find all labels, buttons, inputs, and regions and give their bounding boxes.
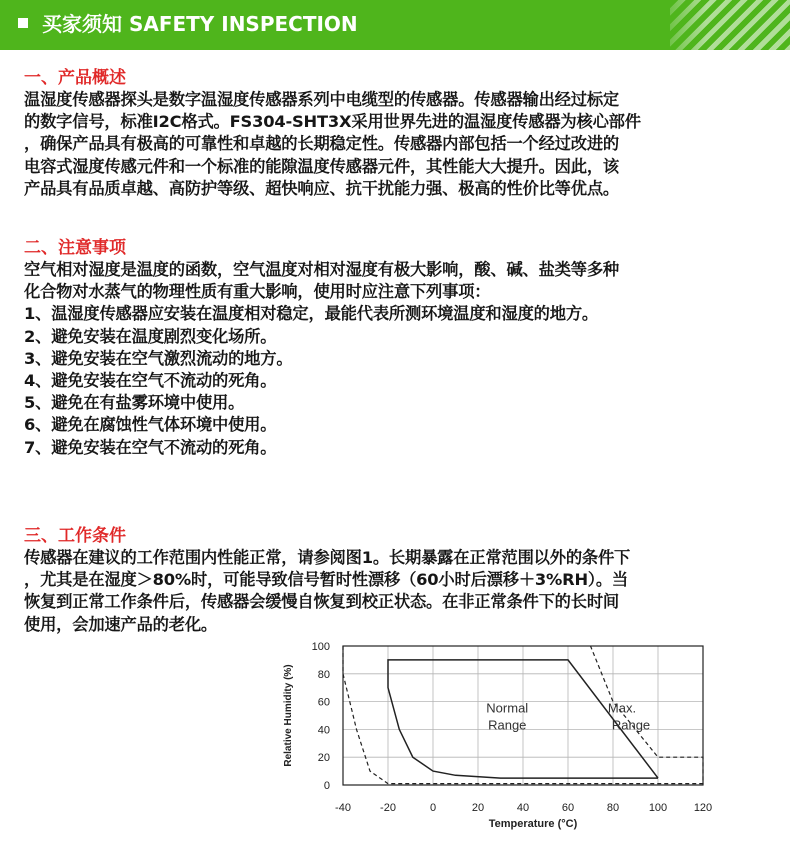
paragraph-line: 产品具有品质卓越、高防护等级、超快响应、抗干扰能力强、极高的性价比等优点。 [24, 178, 620, 198]
list-item: 4、避免安装在空气不流动的死角。 [24, 371, 277, 391]
chart-annotation: Normal [486, 700, 529, 716]
stripe-fade [650, 0, 790, 50]
paragraph-line: ，尤其是在湿度＞80%时，可能导致信号暂时性漂移（60小时后漂移＋3%RH）。当 [24, 570, 629, 590]
list-item: 2、避免安装在温度剧烈变化场所。 [24, 326, 277, 346]
y-tick-label: 0 [323, 780, 330, 792]
section-heading: 三、工作条件 [24, 526, 126, 546]
x-tick-label: 100 [648, 802, 668, 814]
x-tick-label: -20 [380, 802, 396, 814]
x-tick-label: 40 [516, 802, 530, 814]
y-tick-label: 60 [317, 696, 330, 709]
section-working-conditions [24, 525, 774, 636]
paragraph-line: ，确保产品具有极高的可靠性和卓越的长期稳定性。传感器内部包括一个经过改进的 [24, 134, 620, 154]
x-tick-label: 20 [471, 802, 485, 814]
x-tick-label: 80 [606, 802, 620, 814]
x-tick-label: -40 [335, 802, 351, 814]
y-tick-label: 40 [317, 724, 330, 737]
banner-title: 买家须知 SAFETY INSPECTION [42, 12, 358, 36]
x-tick-label: 60 [561, 802, 575, 814]
y-tick-label: 80 [317, 668, 330, 681]
paragraph-line: 使用，会加速产品的老化。 [24, 614, 217, 634]
section-heading: 二、注意事项 [24, 238, 126, 258]
x-axis-label: Temperature (°C) [488, 818, 578, 830]
list-item: 3、避免安装在空气激烈流动的地方。 [24, 348, 293, 368]
section-heading: 一、产品概述 [24, 68, 126, 88]
chart-annotation: Range [488, 717, 527, 733]
paragraph-line: 恢复到正常工作条件后，传感器会缓慢自恢复到校正状态。在非正常条件下的长时间 [24, 592, 620, 612]
chart-annotation: Range [611, 717, 651, 733]
chart-annotation: Max. [607, 700, 637, 716]
section-precautions [24, 237, 774, 459]
section-product-overview [24, 67, 774, 200]
paragraph-line: 传感器在建议的工作范围内性能正常，请参阅图1。长期暴露在正常范围以外的条件下 [24, 548, 631, 567]
x-tick-label: 120 [693, 802, 713, 814]
paragraph-line: 化合物对水蒸气的物理性质有重大影响，使用时应注意下列事项： [24, 282, 491, 302]
y-tick-label: 20 [317, 752, 330, 765]
paragraph-line: 温湿度传感器探头是数字温湿度传感器系列中电缆型的传感器。传感器输出经过标定 [24, 90, 620, 109]
paragraph-line: 空气相对湿度是温度的函数，空气温度对相对湿度有极大影响，酸、碱、盐类等多种 [24, 260, 620, 279]
paragraph-line: 的数字信号，标准I2C格式。FS304-SHT3X采用世界先进的温湿度传感器为核心部件 [24, 112, 641, 132]
list-item: 1、温湿度传感器应安装在温度相对稳定，最能代表所测环境温度和湿度的地方。 [24, 304, 598, 324]
humidity-temperature-chart [268, 630, 728, 835]
y-tick-label: 100 [311, 641, 330, 653]
list-item: 5、避免在有盐雾环境中使用。 [24, 393, 245, 413]
paragraph-line: 电容式湿度传感元件和一个标准的能隙温度传感器元件，其性能大大提升。因此，该 [24, 156, 620, 176]
list-item: 7、避免安装在空气不流动的死角。 [24, 437, 277, 457]
y-axis-label: Relative Humidity (%) [283, 664, 294, 767]
list-item: 6、避免在腐蚀性气体环境中使用。 [24, 415, 277, 435]
header-banner [0, 0, 790, 50]
square-bullet-icon [18, 18, 28, 28]
x-tick-label: 0 [429, 802, 437, 814]
